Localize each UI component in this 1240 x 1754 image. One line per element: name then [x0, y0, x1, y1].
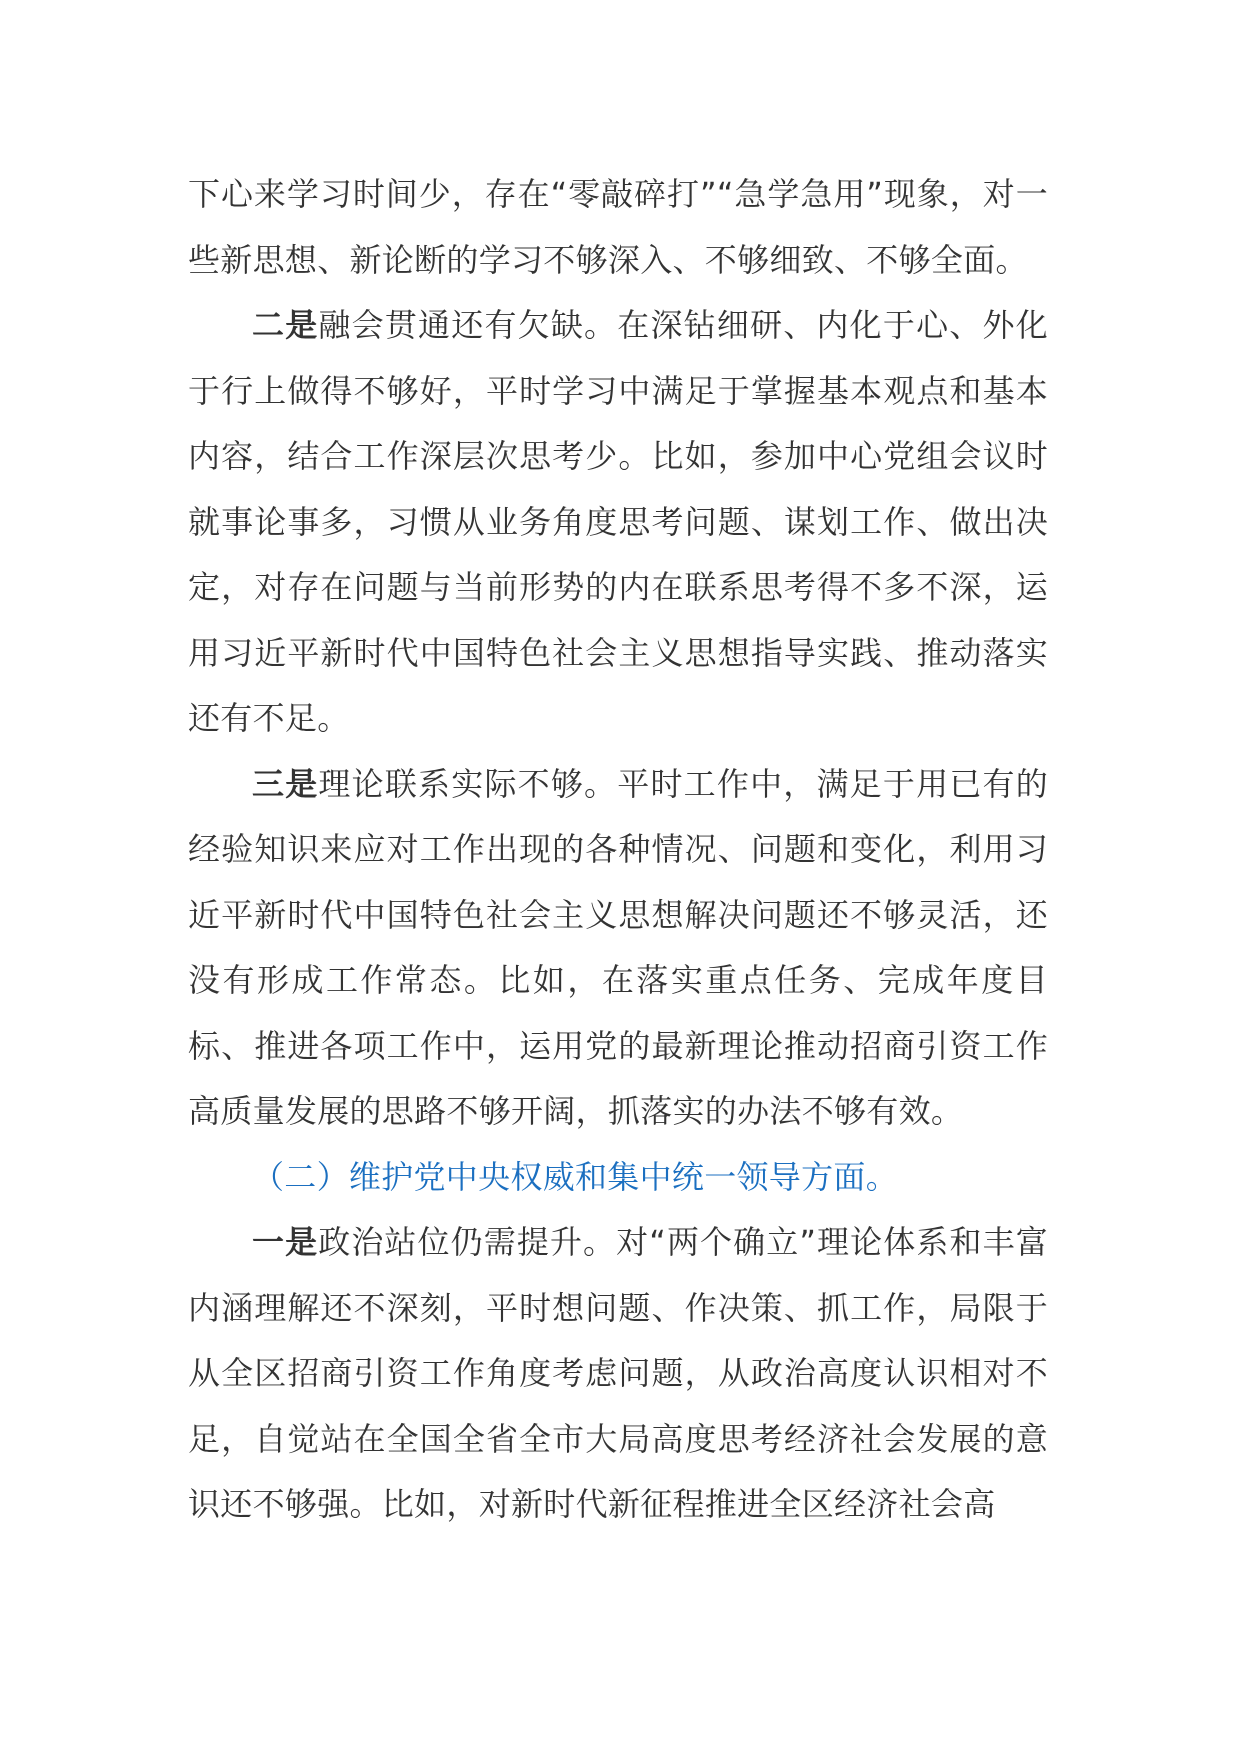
- section-2-point-1-text: 政治站位仍需提升。对“两个确立”理论体系和丰富内涵理解还不深刻，平时想问题、作决策、抓工作，局限于从全区招商引资工作角度考虑问题，从政治高度认识相对不足，自觉站在全国全省全市大局高度思考经济社会发展的意识还不够强。比如，对新时代新征程推进全区经济社会高: [188, 1223, 1048, 1523]
- paragraph-point-3: [188, 752, 1048, 1145]
- section-2-heading: （二）维护党中央权威和集中统一领导方面。: [252, 1157, 899, 1196]
- point-3-text: 理论联系实际不够。平时工作中，满足于用已有的经验知识来应对工作出现的各种情况、问题和变化，利用习近平新时代中国特色社会主义思想解决问题还不够灵活，还没有形成工作常态。比如，在落实重点任务、完成年度目标、推进各项工作中，运用党的最新理论推动招商引资工作高质量发展的思路不够开阔，抓落实的办法不够有效。: [188, 764, 1048, 1130]
- point-2-text: 融会贯通还有欠缺。在深钻细研、内化于心、外化于行上做得不够好，平时学习中满足于掌握基本观点和基本内容，结合工作深层次思考少。比如，参加中心党组会议时就事论事多，习惯从业务角度思考问题、谋划工作、做出决定，对存在问题与当前形势的内在联系思考得不多不深，运用习近平新时代中国特色社会主义思想指导实践、推动落实还有不足。: [188, 306, 1048, 737]
- paragraph-point-2: [188, 293, 1048, 752]
- point-3-lead: 三是: [252, 764, 319, 803]
- paragraph-continued: 下心来学习时间少，存在“零敲碎打”“急学急用”现象，对一些新思想、新论断的学习不够深入、不够细致、不够全面。: [188, 175, 1048, 279]
- paragraph-section-2-point-1: [188, 1210, 1048, 1538]
- section-2-point-1-lead: 一是: [252, 1223, 319, 1261]
- document-body: [188, 162, 1048, 1538]
- point-2-lead: 二是: [252, 306, 319, 344]
